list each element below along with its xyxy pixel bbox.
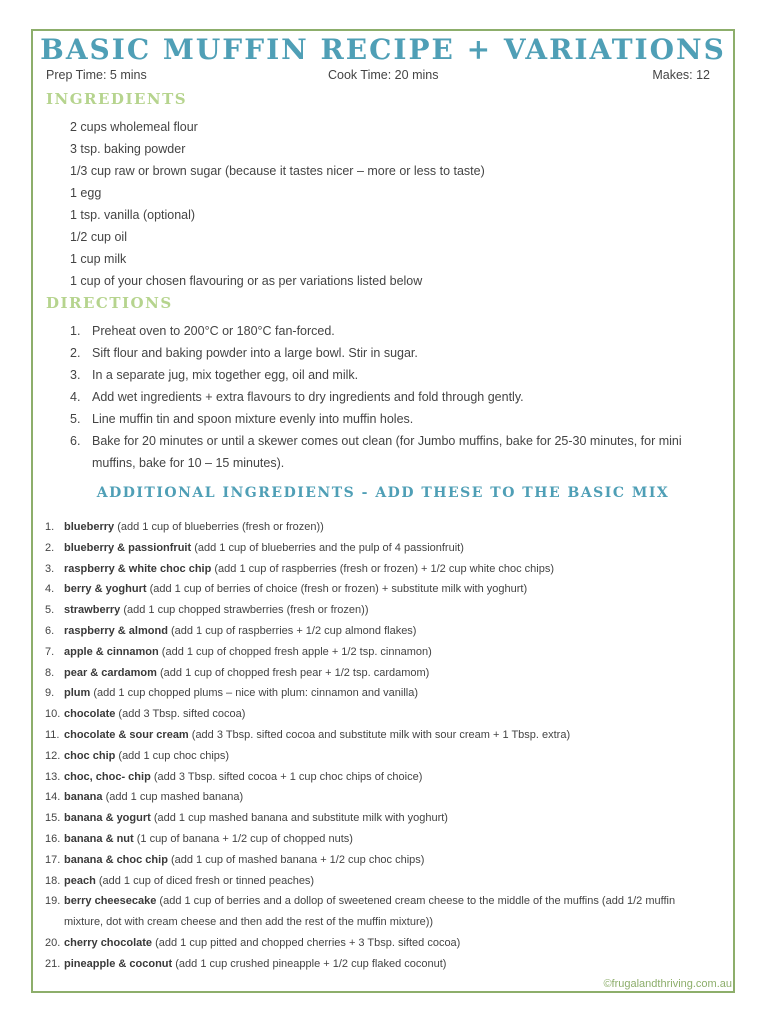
variation-number: 13. <box>45 770 61 783</box>
direction-step <box>70 386 710 408</box>
variation-number: 19. <box>45 895 61 908</box>
variation-name: blueberry & passionfruit <box>64 541 192 554</box>
variation-name: banana & choc chip <box>64 853 168 866</box>
variation-number: 17. <box>45 853 61 866</box>
variation-name: berry cheesecake <box>64 895 157 908</box>
direction-step <box>70 320 710 342</box>
ingredient-item: 1/2 cup oil <box>70 230 127 244</box>
variation-item <box>45 829 715 850</box>
step-text: Sift flour and baking powder into a large bowl. Stir in sugar. <box>92 346 418 360</box>
variation-description: (add 1 cup of blueberries (fresh or frozen)) <box>114 521 324 533</box>
variation-name: choc, choc- chip <box>64 770 151 783</box>
step-number: 2. <box>70 346 81 360</box>
variation-description: (add 1 cup pitted and chopped cherries + 3 Tbsp. sifted cocoa) <box>152 936 461 949</box>
variation-number: 10. <box>45 708 61 721</box>
variation-item <box>45 600 715 621</box>
step-number: 6. <box>70 434 81 448</box>
variation-number: 9. <box>45 687 55 700</box>
step-number: 4. <box>70 390 81 404</box>
variation-number: 21. <box>45 957 61 970</box>
variation-item <box>45 808 715 829</box>
variation-description: (add 1 cup mashed banana) <box>102 791 244 804</box>
step-number: 3. <box>70 368 81 382</box>
variation-name: apple & cinnamon <box>64 645 159 658</box>
servings: Makes: 12 <box>652 68 710 82</box>
cook-time: Cook Time: 20 mins <box>328 68 439 82</box>
ingredient-item: 1 egg <box>70 186 102 200</box>
variation-description: (add 1 cup mashed banana and substitute milk with yoghurt) <box>150 812 448 825</box>
ingredient-item: 1 tsp. vanilla (optional) <box>70 208 196 222</box>
variation-item <box>45 933 715 954</box>
variation-item <box>45 787 715 808</box>
variation-number: 20. <box>45 936 61 949</box>
variation-name: banana & nut <box>64 832 134 845</box>
variation-item <box>45 704 715 725</box>
variation-name: banana & yogurt <box>64 812 151 825</box>
ingredient-item: 1 cup of your chosen flavouring or as per variations listed below <box>70 274 423 288</box>
variation-item <box>45 642 715 663</box>
ingredient-item: 1/3 cup raw or brown sugar (because it tastes nicer – more or less to taste) <box>70 164 485 178</box>
variation-number: 6. <box>45 624 55 637</box>
variation-description: (add 3 Tbsp. sifted cocoa) <box>115 708 246 721</box>
variation-number: 14. <box>45 791 61 804</box>
step-text: Bake for 20 minutes or until a skewer comes out clean (for Jumbo muffins, bake for 25-30 minutes, for mini muffins, bake for 10 – 15 minutes). <box>92 434 682 470</box>
step-number: 5. <box>70 412 81 426</box>
variation-number: 3. <box>45 562 55 575</box>
variation-number: 11. <box>45 728 60 741</box>
ingredient-item: 2 cups wholemeal flour <box>70 120 198 134</box>
variation-name: raspberry & almond <box>64 624 168 637</box>
variation-description: (add 1 cup of berries and a dollop of sweetened cream cheese to the middle of the muffins (add 1/2 muffin mixture, dot with cream cheese and then add the rest of the muffin mixture)) <box>64 895 676 929</box>
direction-step <box>70 408 710 430</box>
variation-name: chocolate <box>64 708 116 721</box>
variation-number: 16. <box>45 832 61 845</box>
variation-number: 5. <box>45 604 55 617</box>
direction-step <box>70 342 710 364</box>
variation-number: 15. <box>45 812 61 825</box>
variation-description: (add 1 cup chopped strawberries (fresh or frozen)) <box>120 604 369 617</box>
variation-name: pear & cardamom <box>64 666 157 679</box>
variation-item <box>45 954 715 975</box>
variation-description: (add 1 cup of chopped fresh apple + 1/2 tsp. cinnamon) <box>158 645 432 658</box>
variation-item <box>45 517 715 538</box>
variation-name: berry & yoghurt <box>64 583 147 596</box>
variation-item <box>45 579 715 600</box>
variation-description: (add 1 cup of berries of choice (fresh or frozen) + substitute milk with yoghurt) <box>146 583 528 596</box>
step-number: 1. <box>70 324 81 338</box>
variations-list <box>45 517 715 975</box>
variation-description: (add 1 cup of mashed banana + 1/2 cup choc chips) <box>167 853 425 866</box>
variation-description: (add 1 cup of diced fresh or tinned peaches) <box>95 874 315 887</box>
step-text: Preheat oven to 200°C or 180°C fan-forced. <box>92 324 335 338</box>
variation-item <box>45 767 715 788</box>
additional-ingredients-heading: ADDITIONAL INGREDIENTS - ADD THESE TO THE BASIC MIX <box>96 485 670 501</box>
variation-number: 7. <box>45 645 55 658</box>
variation-name: blueberry <box>64 521 115 533</box>
variation-name: pineapple & coconut <box>64 957 173 970</box>
variation-name: peach <box>64 874 96 887</box>
step-text: Add wet ingredients + extra flavours to dry ingredients and fold through gently. <box>92 390 524 404</box>
variation-item <box>45 683 715 704</box>
variation-description: (add 1 cup choc chips) <box>115 749 230 762</box>
variation-item <box>45 725 715 746</box>
variation-description: (add 3 Tbsp. sifted cocoa + 1 cup choc chips of choice) <box>150 770 423 783</box>
variation-number: 2. <box>45 541 55 554</box>
variation-description: (add 3 Tbsp. sifted cocoa and substitute milk with sour cream + 1 Tbsp. extra) <box>188 728 571 741</box>
variation-description: (add 1 cup of raspberries (fresh or frozen) + 1/2 cup white choc chips) <box>211 562 555 575</box>
directions-list <box>70 320 710 474</box>
variation-number: 8. <box>45 666 55 679</box>
variation-name: choc chip <box>64 749 116 762</box>
variation-name: chocolate & sour cream <box>64 728 189 741</box>
variation-item <box>45 850 715 871</box>
variation-description: (add 1 cup of chopped fresh pear + 1/2 tsp. cardamom) <box>156 666 430 679</box>
variation-description: (add 1 cup of blueberries and the pulp of 4 passionfruit) <box>191 541 464 554</box>
variation-name: banana <box>64 791 103 804</box>
variation-item <box>45 746 715 767</box>
variation-number: 18. <box>45 874 61 887</box>
variation-name: raspberry & white choc chip <box>64 562 212 575</box>
ingredient-item: 3 tsp. baking powder <box>70 142 186 156</box>
direction-step <box>70 430 710 474</box>
ingredients-heading: INGREDIENTS <box>46 90 188 108</box>
variation-item <box>45 663 715 684</box>
variation-description: (1 cup of banana + 1/2 cup of chopped nuts) <box>133 832 353 845</box>
copyright-credit: ©frugalandthriving.com.au <box>603 978 732 990</box>
directions-heading: DIRECTIONS <box>46 294 173 312</box>
page-title: BASIC MUFFIN RECIPE + VARIATIONS <box>40 33 726 66</box>
step-text: Line muffin tin and spoon mixture evenly into muffin holes. <box>92 412 414 426</box>
variation-name: plum <box>64 687 91 700</box>
step-text: In a separate jug, mix together egg, oil and milk. <box>92 368 359 382</box>
variation-number: 4. <box>45 583 55 596</box>
direction-step <box>70 364 710 386</box>
variation-item <box>45 621 715 642</box>
variation-item <box>45 871 715 892</box>
variation-name: strawberry <box>64 604 121 617</box>
variation-item <box>45 538 715 559</box>
variation-item <box>45 891 715 933</box>
variation-number: 1. <box>45 521 55 533</box>
variation-description: (add 1 cup of raspberries + 1/2 cup almond flakes) <box>167 624 417 637</box>
ingredients-list <box>70 116 485 292</box>
variation-description: (add 1 cup crushed pineapple + 1/2 cup flaked coconut) <box>172 957 447 970</box>
prep-time: Prep Time: 5 mins <box>46 68 147 82</box>
variation-description: (add 1 cup chopped plums – nice with plum: cinnamon and vanilla) <box>90 687 419 700</box>
variation-item <box>45 559 715 580</box>
variation-name: cherry chocolate <box>64 936 153 949</box>
variation-number: 12. <box>45 749 61 762</box>
ingredient-item: 1 cup milk <box>70 252 127 266</box>
